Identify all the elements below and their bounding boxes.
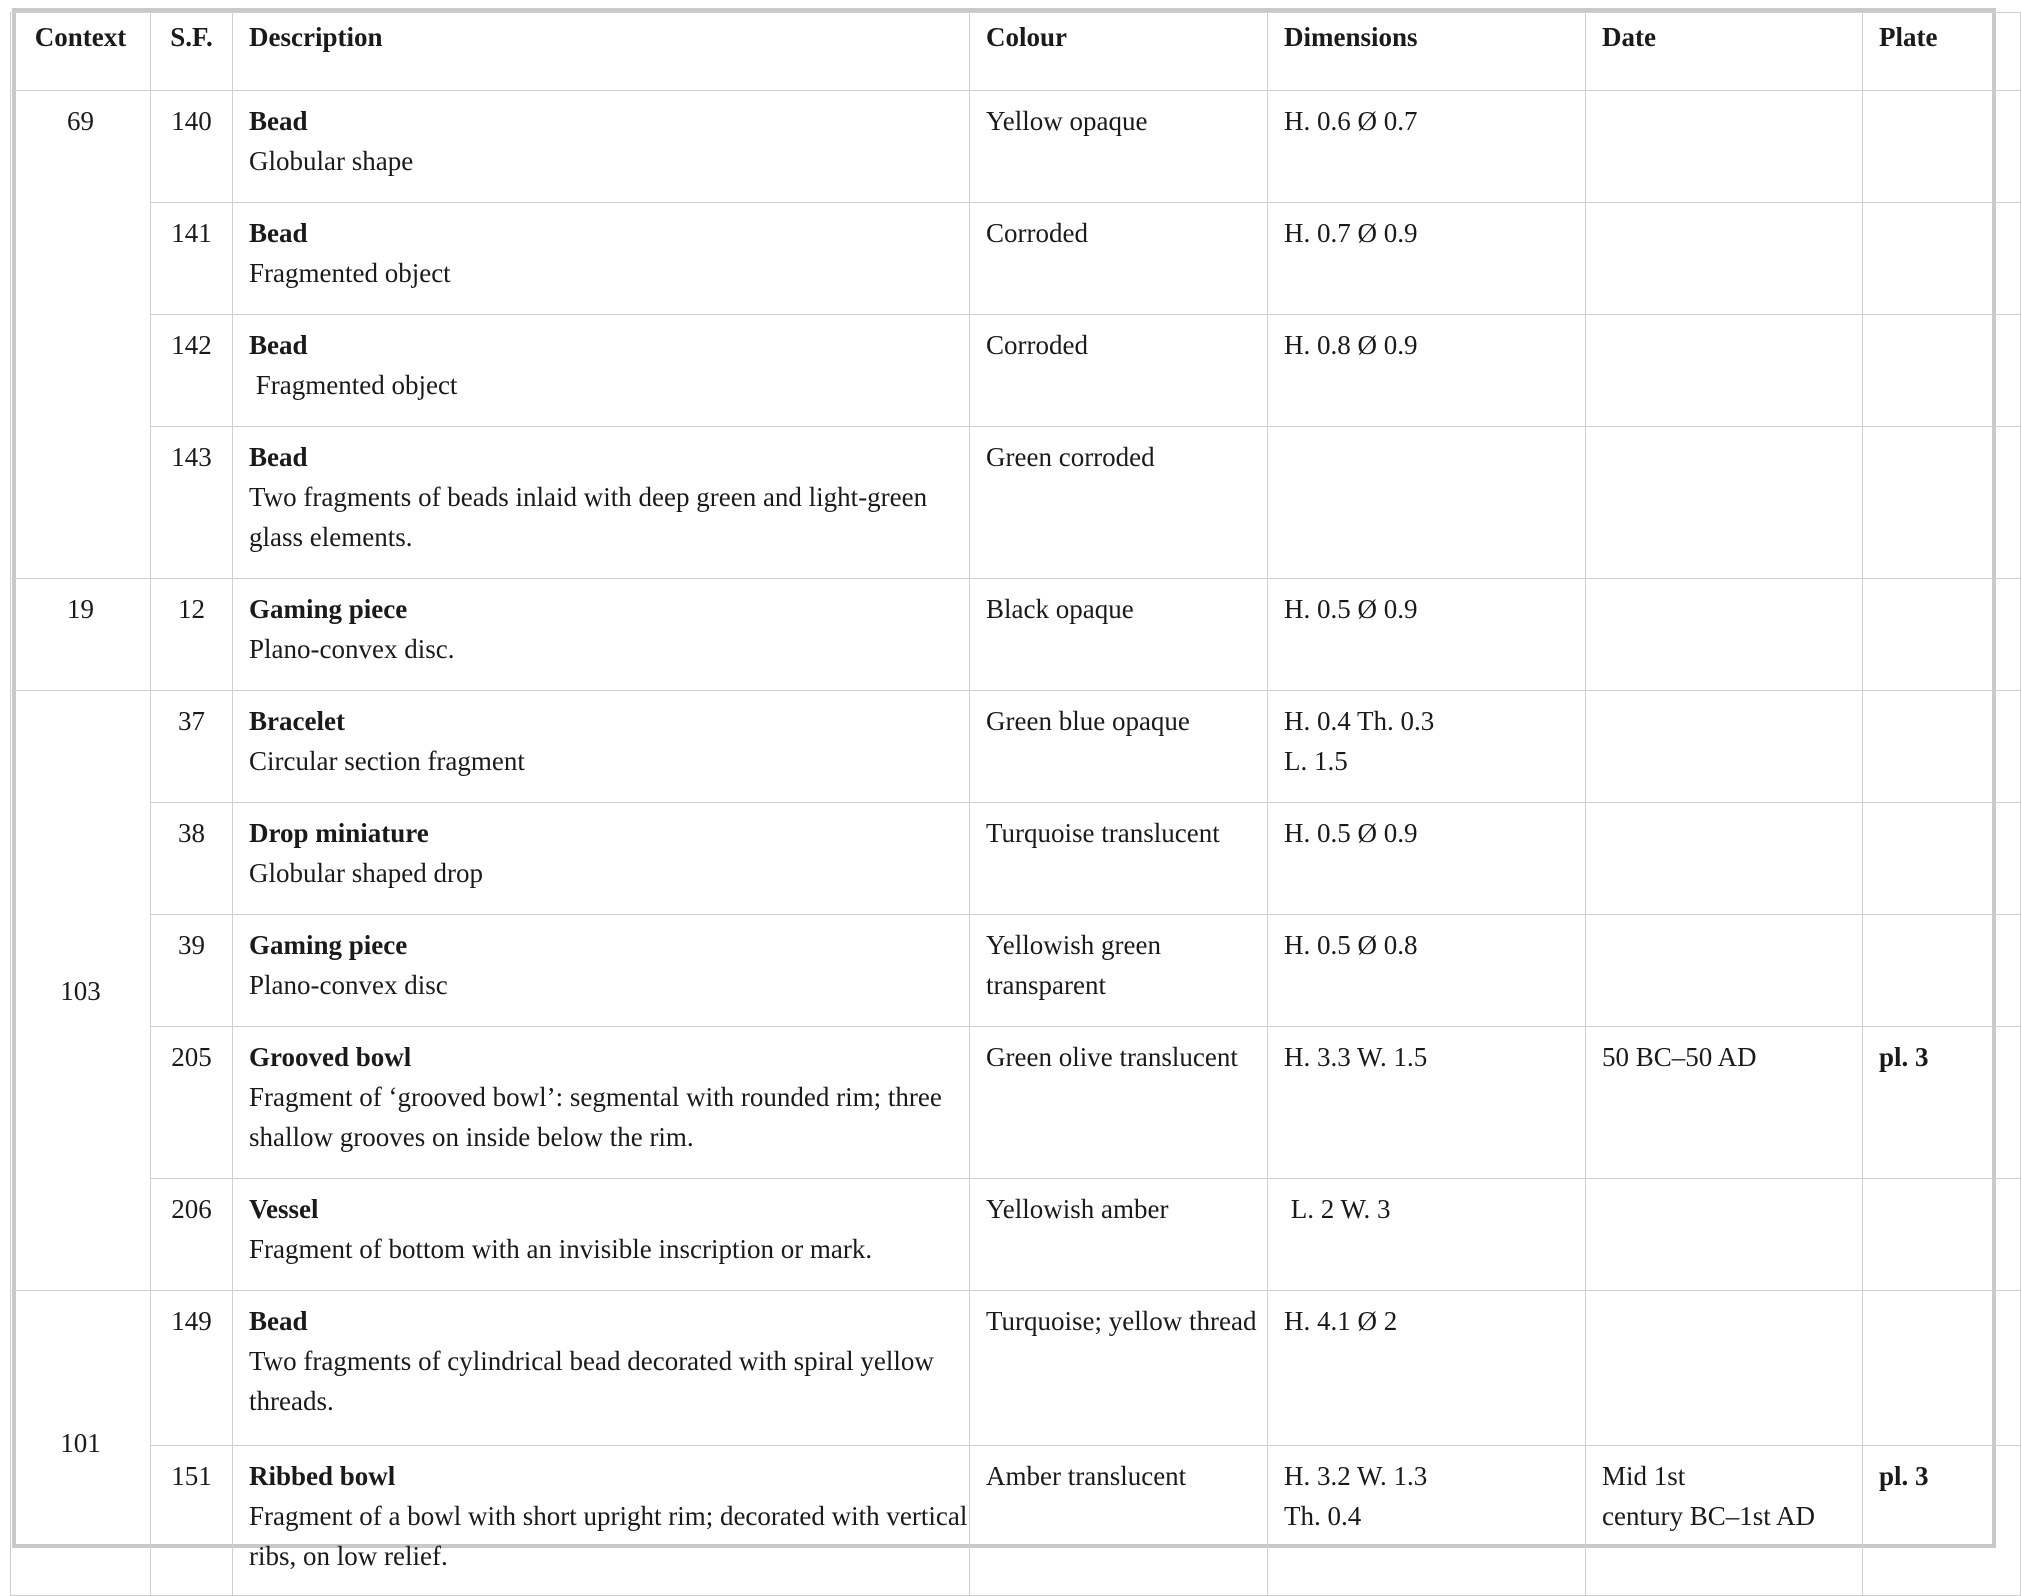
item-title: Vessel xyxy=(249,1194,319,1224)
dimensions-cell xyxy=(1268,203,1586,315)
date-cell xyxy=(1586,803,1863,915)
colour-cell: Turquoise; yellow thread xyxy=(970,1291,1268,1446)
plate-cell xyxy=(1863,427,2021,579)
dimensions-line: H. 0.5 Ø 0.9 xyxy=(1284,818,1418,848)
dimensions-cell xyxy=(1268,427,1586,579)
header-plate: Plate xyxy=(1863,13,2021,91)
table-row xyxy=(11,427,2021,579)
header-sf: S.F. xyxy=(151,13,233,91)
dimensions-cell xyxy=(1268,1291,1586,1446)
table-row xyxy=(11,315,2021,427)
colour-cell: Green corroded xyxy=(970,427,1268,579)
sf-cell: 142 xyxy=(151,315,233,427)
sf-cell: 12 xyxy=(151,579,233,691)
item-title: Drop miniature xyxy=(249,818,429,848)
dimensions-cell xyxy=(1268,579,1586,691)
item-title: Bead xyxy=(249,106,308,136)
plate-cell xyxy=(1863,91,2021,203)
item-title: Bead xyxy=(249,330,308,360)
item-description: Fragmented object xyxy=(249,370,458,400)
dimensions-cell xyxy=(1268,1179,1586,1291)
table-row xyxy=(11,803,2021,915)
plate-reference: pl. 3 xyxy=(1879,1042,1929,1072)
table-row xyxy=(11,1446,2021,1596)
sf-cell: 149 xyxy=(151,1291,233,1446)
dimensions-line: L. 1.5 xyxy=(1284,746,1348,776)
date-line: century BC–1st AD xyxy=(1602,1501,1815,1531)
table-row xyxy=(11,203,2021,315)
sf-cell: 141 xyxy=(151,203,233,315)
header-date: Date xyxy=(1586,13,1863,91)
sf-cell: 143 xyxy=(151,427,233,579)
date-line: 50 BC–50 AD xyxy=(1602,1042,1757,1072)
date-cell xyxy=(1586,203,1863,315)
plate-cell xyxy=(1863,203,2021,315)
sf-cell: 205 xyxy=(151,1027,233,1179)
description-cell xyxy=(233,1027,970,1179)
context-cell: 103 xyxy=(11,691,151,1291)
plate-cell xyxy=(1863,915,2021,1027)
date-cell xyxy=(1586,915,1863,1027)
dimensions-line: Th. 0.4 xyxy=(1284,1501,1362,1531)
item-description: Globular shaped drop xyxy=(249,858,483,888)
sf-cell: 39 xyxy=(151,915,233,1027)
colour-cell: Corroded xyxy=(970,315,1268,427)
item-description: Circular section fragment xyxy=(249,746,525,776)
plate-cell xyxy=(1863,1027,2021,1179)
item-title: Bead xyxy=(249,1306,308,1336)
sf-cell: 151 xyxy=(151,1446,233,1596)
dimensions-line: H. 0.5 Ø 0.9 xyxy=(1284,594,1418,624)
item-title: Bracelet xyxy=(249,706,345,736)
dimensions-cell xyxy=(1268,691,1586,803)
header-context: Context xyxy=(11,13,151,91)
date-cell xyxy=(1586,427,1863,579)
header-dimensions: Dimensions xyxy=(1268,13,1586,91)
item-title: Gaming piece xyxy=(249,930,408,960)
table-row xyxy=(11,1291,2021,1446)
dimensions-line: H. 0.6 Ø 0.7 xyxy=(1284,106,1418,136)
dimensions-line: H. 0.5 Ø 0.8 xyxy=(1284,930,1418,960)
item-title: Bead xyxy=(249,218,308,248)
date-cell xyxy=(1586,579,1863,691)
context-cell: 19 xyxy=(11,579,151,691)
item-description: Fragment of ‘grooved bowl’: segmental with rounded rim; three shallow grooves on inside below the rim. xyxy=(249,1082,942,1152)
sf-cell: 206 xyxy=(151,1179,233,1291)
dimensions-cell xyxy=(1268,915,1586,1027)
dimensions-cell xyxy=(1268,1027,1586,1179)
item-title: Grooved bowl xyxy=(249,1042,412,1072)
dimensions-line: H. 0.8 Ø 0.9 xyxy=(1284,330,1418,360)
date-cell xyxy=(1586,1446,1863,1596)
dimensions-line: H. 3.3 W. 1.5 xyxy=(1284,1042,1428,1072)
context-cell: 69 xyxy=(11,91,151,579)
item-description: Two fragments of cylindrical bead decorated with spiral yellow threads. xyxy=(249,1346,934,1416)
item-description: Fragmented object xyxy=(249,258,451,288)
description-cell xyxy=(233,427,970,579)
dimensions-cell xyxy=(1268,91,1586,203)
colour-cell: Yellow opaque xyxy=(970,91,1268,203)
plate-cell xyxy=(1863,1179,2021,1291)
description-cell xyxy=(233,315,970,427)
item-title: Bead xyxy=(249,442,308,472)
description-cell xyxy=(233,1446,970,1596)
date-line: Mid 1st xyxy=(1602,1461,1686,1491)
dimensions-line: H. 3.2 W. 1.3 xyxy=(1284,1461,1428,1491)
description-cell xyxy=(233,1179,970,1291)
date-cell xyxy=(1586,91,1863,203)
table-row xyxy=(11,91,2021,203)
plate-cell xyxy=(1863,1291,2021,1446)
catalogue-table-frame xyxy=(12,8,1996,1571)
plate-cell xyxy=(1863,803,2021,915)
description-cell xyxy=(233,203,970,315)
sf-cell: 37 xyxy=(151,691,233,803)
colour-cell: Yellowish green transparent xyxy=(970,915,1268,1027)
plate-cell xyxy=(1863,1446,2021,1596)
colour-cell: Corroded xyxy=(970,203,1268,315)
colour-cell: Yellowish amber xyxy=(970,1179,1268,1291)
colour-cell: Green olive translucent xyxy=(970,1027,1268,1179)
plate-reference: pl. 3 xyxy=(1879,1461,1929,1491)
header-row xyxy=(11,13,2021,91)
glass-finds-table xyxy=(10,12,2021,1596)
item-description: Plano-convex disc. xyxy=(249,634,455,664)
table-row xyxy=(11,915,2021,1027)
dimensions-line: H. 4.1 Ø 2 xyxy=(1284,1306,1398,1336)
table-row xyxy=(11,1179,2021,1291)
date-cell xyxy=(1586,315,1863,427)
description-cell xyxy=(233,579,970,691)
header-colour: Colour xyxy=(970,13,1268,91)
sf-cell: 38 xyxy=(151,803,233,915)
dimensions-cell xyxy=(1268,1446,1586,1596)
dimensions-cell xyxy=(1268,315,1586,427)
dimensions-line: L. 2 W. 3 xyxy=(1284,1194,1391,1224)
colour-cell: Green blue opaque xyxy=(970,691,1268,803)
item-description: Globular shape xyxy=(249,146,414,176)
date-cell xyxy=(1586,1179,1863,1291)
description-cell xyxy=(233,691,970,803)
item-description: Plano-convex disc xyxy=(249,970,448,1000)
item-description: Two fragments of beads inlaid with deep green and light-green glass elements. xyxy=(249,482,928,552)
plate-cell xyxy=(1863,691,2021,803)
plate-cell xyxy=(1863,579,2021,691)
date-cell xyxy=(1586,1291,1863,1446)
context-cell: 101 xyxy=(11,1291,151,1596)
table-row xyxy=(11,1027,2021,1179)
description-cell xyxy=(233,803,970,915)
colour-cell: Amber translucent xyxy=(970,1446,1268,1596)
sf-cell: 140 xyxy=(151,91,233,203)
plate-cell xyxy=(1863,315,2021,427)
item-description: Fragment of a bowl with short upright rim; decorated with vertical ribs, on low relief. xyxy=(249,1501,968,1571)
colour-cell: Turquoise translucent xyxy=(970,803,1268,915)
date-cell xyxy=(1586,691,1863,803)
description-cell xyxy=(233,1291,970,1446)
item-title: Gaming piece xyxy=(249,594,408,624)
description-cell xyxy=(233,915,970,1027)
item-description: Fragment of bottom with an invisible inscription or mark. xyxy=(249,1234,873,1264)
dimensions-line: H. 0.7 Ø 0.9 xyxy=(1284,218,1418,248)
date-cell xyxy=(1586,1027,1863,1179)
table-row xyxy=(11,691,2021,803)
item-title: Ribbed bowl xyxy=(249,1461,396,1491)
header-description: Description xyxy=(233,13,970,91)
colour-cell: Black opaque xyxy=(970,579,1268,691)
dimensions-cell xyxy=(1268,803,1586,915)
description-cell xyxy=(233,91,970,203)
dimensions-line: H. 0.4 Th. 0.3 xyxy=(1284,706,1435,736)
table-row xyxy=(11,579,2021,691)
